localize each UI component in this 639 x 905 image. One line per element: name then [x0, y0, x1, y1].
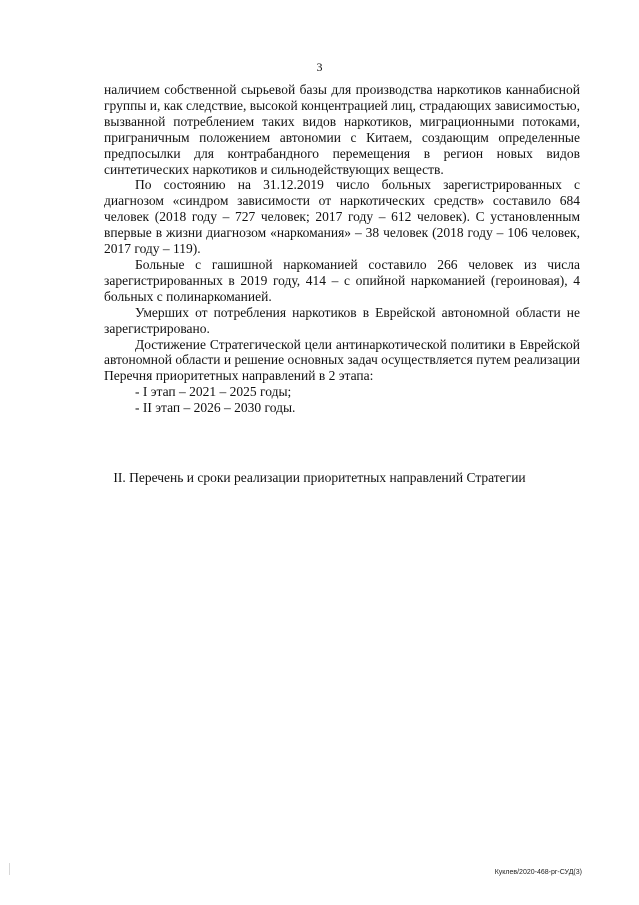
paragraph-strategic-goal: Достижение Стратегической цели антинаркотической политики в Еврейской автономной области и решение основных задач осуществляется путем реализации Перечня приоритетных направлений в 2 этапа:: [104, 336, 580, 384]
section-heading: II. Перечень и сроки реализации приоритетных направлений Стратегии: [113, 470, 526, 485]
document-body: [104, 82, 580, 416]
scan-margin-mark: [9, 863, 10, 875]
stages-list: [104, 384, 580, 416]
paragraph-addiction-types: Больные с гашишной наркоманией составило 266 человек из числа зарегистрированных в 2019 году, 414 – с опийной наркоманией (героиновая), 4 больных с полинаркоманией.: [104, 256, 580, 304]
page-number: 3: [316, 60, 323, 74]
paragraph-deaths: Умерших от потребления наркотиков в Еврейской автономной области не зарегистрировано.: [104, 304, 580, 336]
footer-document-code: Куклев/2020-468-рг-СУД(3): [494, 869, 582, 876]
paragraph-drug-situation-factors: наличием собственной сырьевой базы для производства наркотиков каннабисной группы и, как следствие, высокой концентрацией лиц, страдающих зависимостью, вызванной потреблением таких видов наркотиков, миграционными потоками, приграничным положением автономии с Китаем, создающим определенные предпосылки для контрабандного перемещения в регион новых видов синтетических наркотиков и сильнодействующих веществ.: [104, 82, 580, 177]
paragraph-registered-patients: По состоянию на 31.12.2019 число больных зарегистрированных с диагнозом «синдром зависимости от наркотических средств» составило 684 человек (2018 году – 727 человек; 2017 году – 612 человек). С установленным впервые в жизни диагнозом «наркомания» – 38 человек (2018 году – 106 человек, 2017 году – 119).: [104, 177, 580, 257]
stage-item-2: - II этап – 2026 – 2030 годы.: [135, 400, 296, 416]
stage-item-1: - I этап – 2021 – 2025 годы;: [135, 384, 292, 400]
